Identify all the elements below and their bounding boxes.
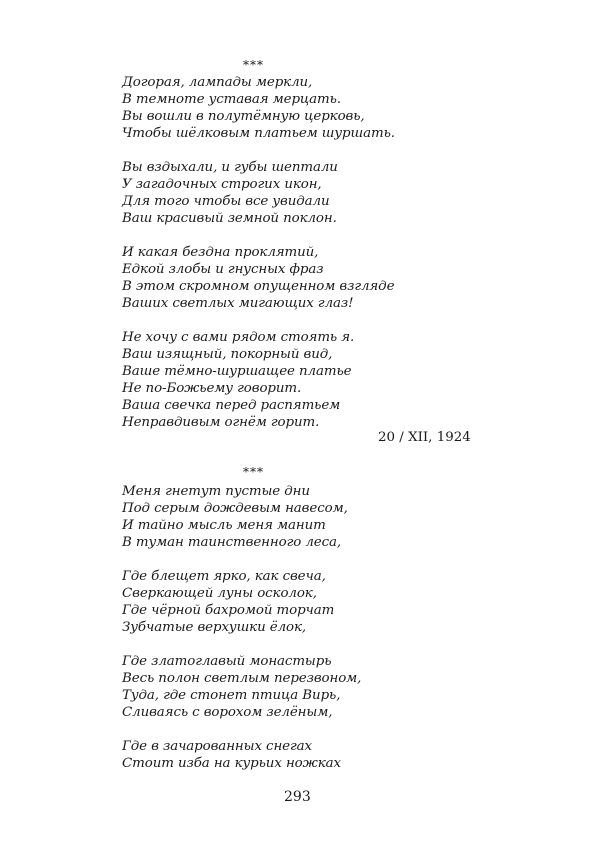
page-number: 293 [284, 789, 311, 805]
poem-line: Туда, где стонет птица Вирь, [122, 688, 341, 703]
poem2-stanza-2 [122, 568, 522, 636]
poem-line: Стоит изба на курьих ножках [122, 756, 341, 771]
poem-line: Чтобы шёлковым платьем шуршать. [122, 126, 395, 141]
poem-line: Ваша свечка перед распятьем [122, 398, 341, 413]
poem-line: Неправдивым огнём горит. [122, 415, 320, 430]
poem-line: Сливаясь с ворохом зелёным, [122, 705, 333, 720]
poem1-stanza-4 [122, 329, 522, 431]
poem2-stanza-1 [122, 483, 522, 551]
poem-line: Где блещет ярко, как свеча, [122, 569, 326, 584]
poem2-separator: *** [243, 465, 264, 479]
poem1-separator: *** [243, 58, 264, 72]
poem-line: Меня гнетут пустые дни [122, 484, 310, 499]
poem-line: Где в зачарованных снегах [122, 739, 312, 754]
poem-line: Ваше тёмно-шуршащее платье [122, 364, 352, 379]
poem-line: И какая бездна проклятий, [122, 245, 319, 260]
poem-line: Вы вошли в полутёмную церковь, [122, 109, 365, 124]
poem-line: Весь полон светлым перезвоном, [122, 671, 362, 686]
poem-line: Где златоглавый монастырь [122, 654, 332, 669]
poem-line: Едкой злобы и гнусных фраз [122, 262, 324, 277]
poem-line: Сверкающей луны осколок, [122, 586, 317, 601]
poem2-stanza-3 [122, 653, 522, 721]
poem1-stanza-2 [122, 159, 522, 227]
poem-line: У загадочных строгих икон, [122, 177, 322, 192]
poem-line: Вы вздыхали, и губы шептали [122, 160, 338, 175]
poem-line: Догорая, лампады меркли, [122, 75, 313, 90]
poem-line: Зубчатые верхушки ёлок, [122, 620, 307, 635]
poem-line: В этом скромном опущенном взгляде [122, 279, 395, 294]
poem1-stanza-3 [122, 244, 522, 312]
poem-line: Не хочу с вами рядом стоять я. [122, 330, 355, 345]
poem-line: Для того чтобы все увидали [122, 194, 330, 209]
poem-line: Ваших светлых мигающих глаз! [122, 296, 354, 311]
poem1-date: 20 / XII, 1924 [378, 430, 471, 445]
poem-line: Не по-Божьему говорит. [122, 381, 302, 396]
poem-line: И тайно мысль меня манит [122, 518, 326, 533]
poem1-stanza-1 [122, 74, 522, 142]
poem-line: Под серым дождевым навесом, [122, 501, 348, 516]
poem-line: В темноте уставая мерцать. [122, 92, 341, 107]
poem-line: В туман таинственного леса, [122, 535, 342, 550]
poem-line: Ваш красивый земной поклон. [122, 211, 337, 226]
poem2 [122, 483, 522, 772]
poem1 [122, 74, 522, 431]
poem-line: Где чёрной бахромой торчат [122, 603, 335, 618]
poem2-stanza-4 [122, 738, 522, 772]
poem-line: Ваш изящный, покорный вид, [122, 347, 333, 362]
